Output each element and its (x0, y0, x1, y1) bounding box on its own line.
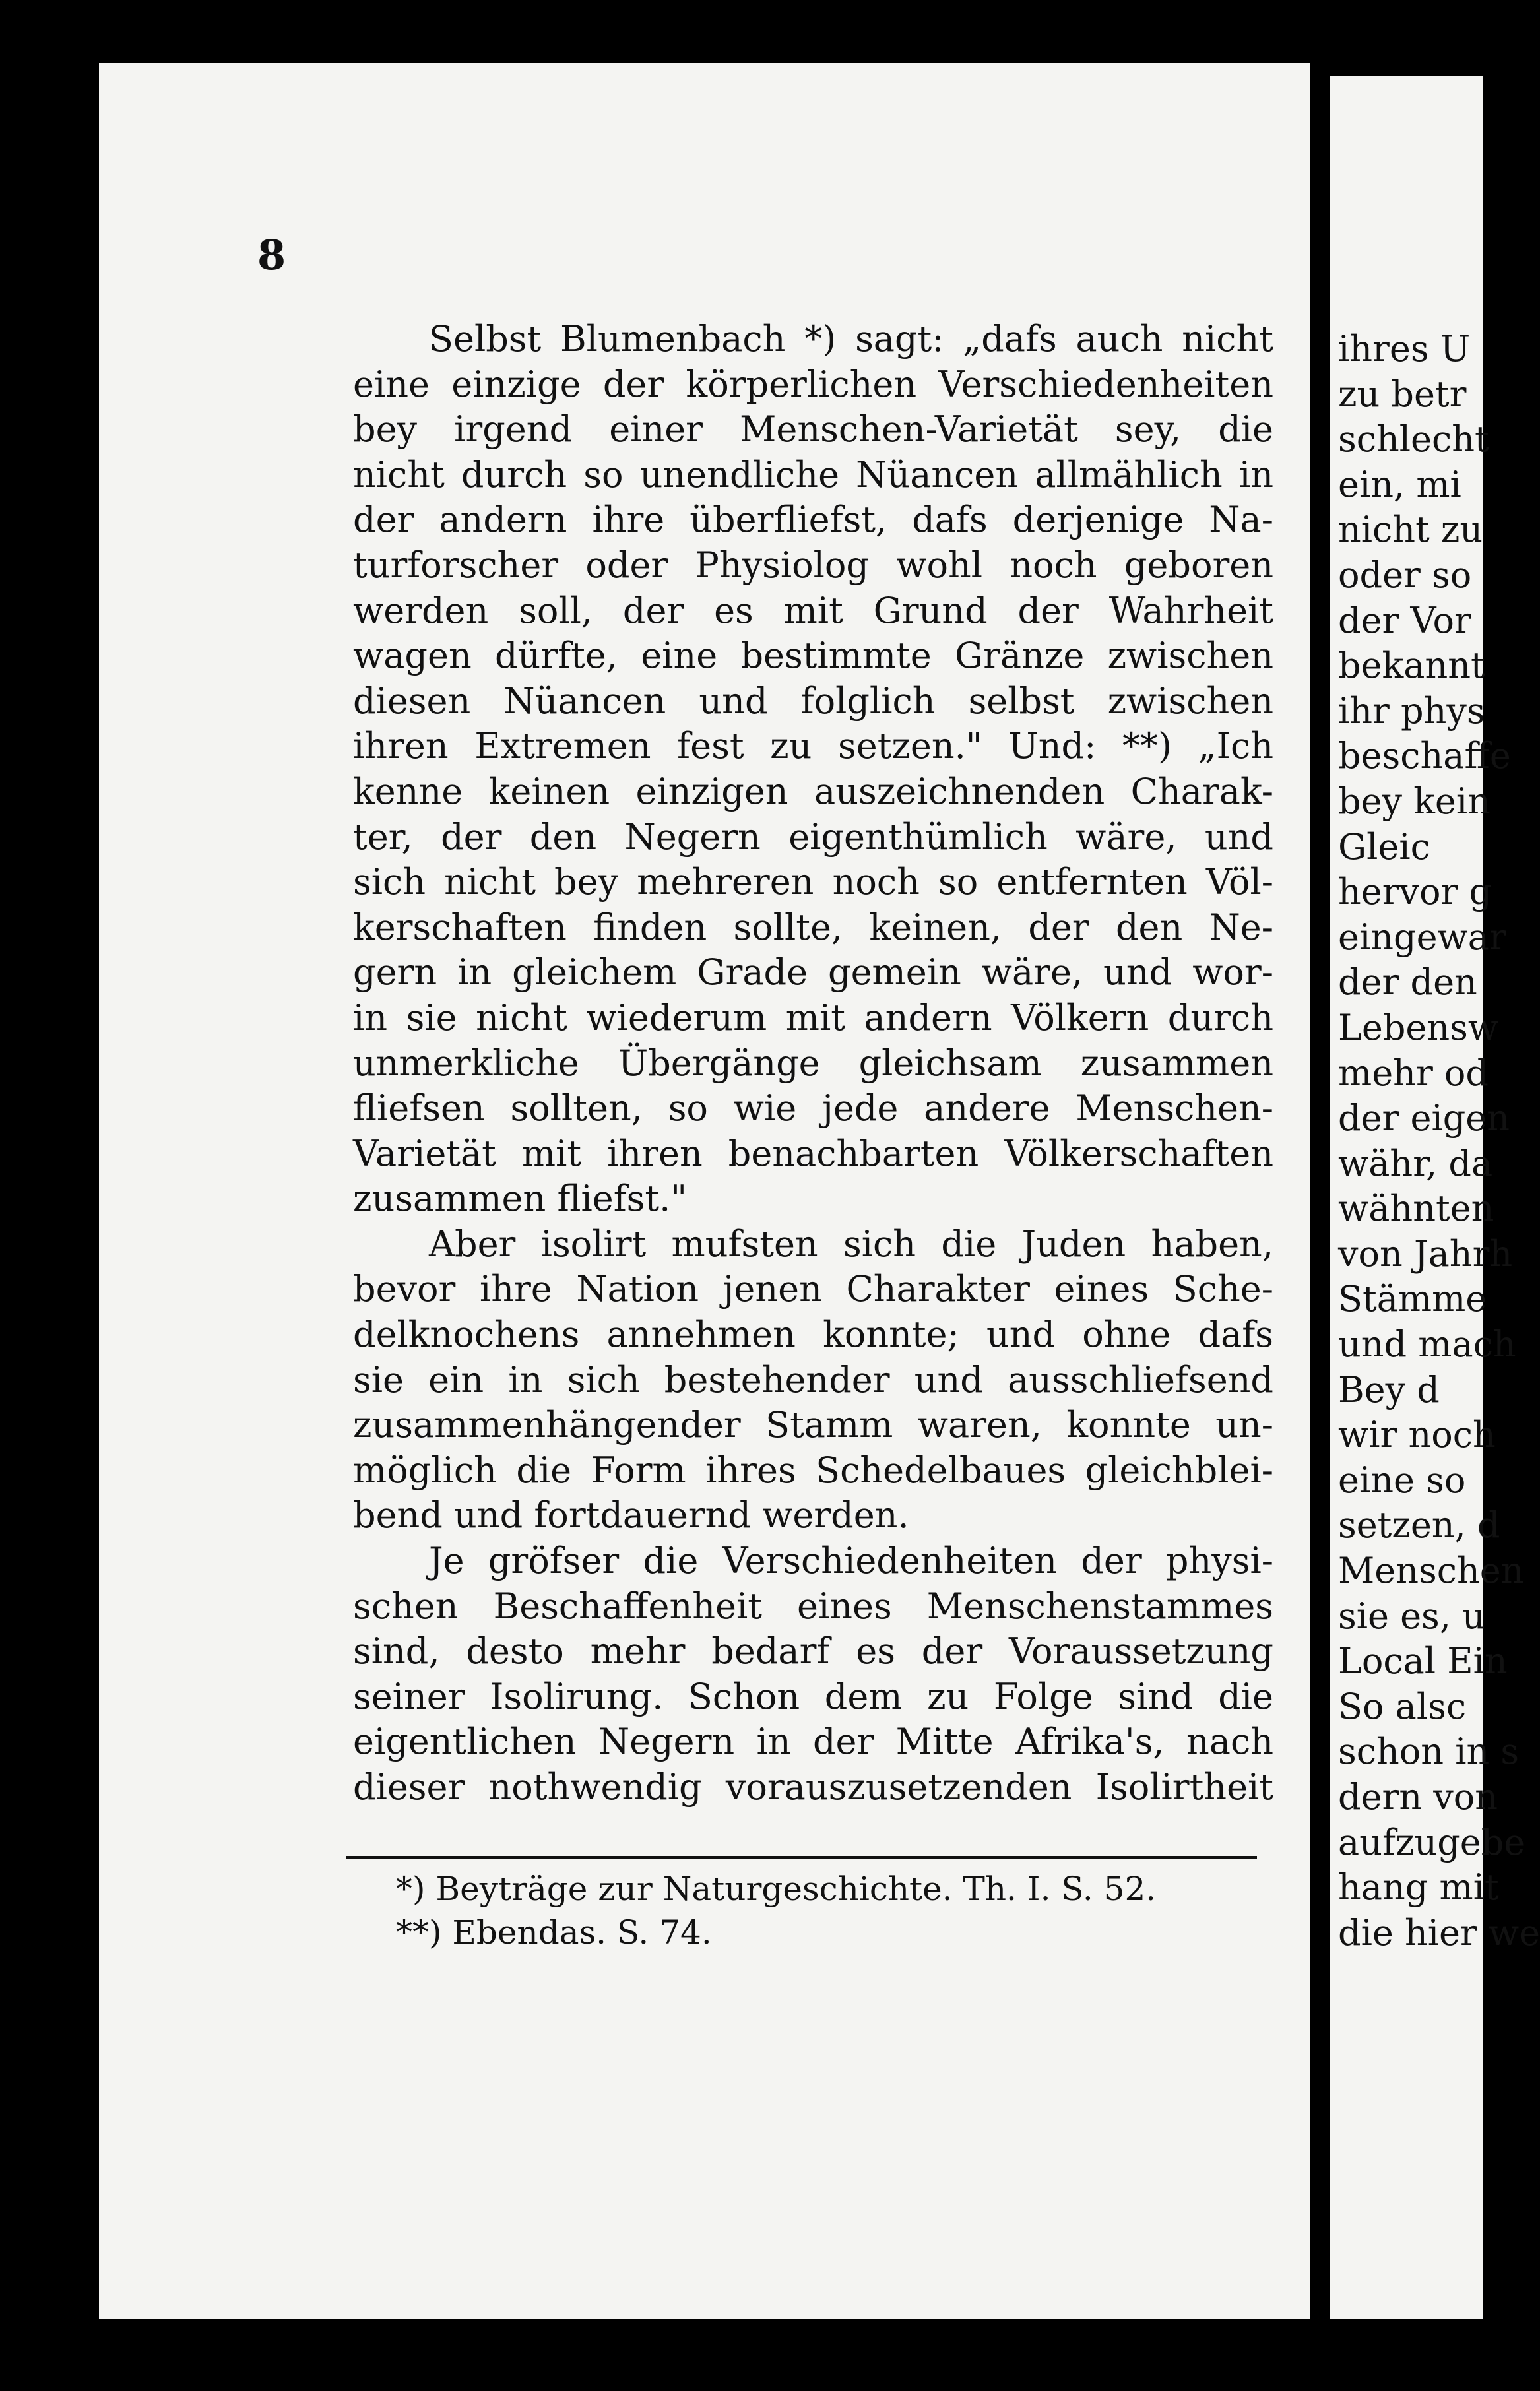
footnote-rule (346, 1856, 1257, 1859)
text-line: bevor ihre Nation jenen Charakter eines Sche- (353, 1268, 1273, 1310)
text-line: möglich die Form ihres Schedelbaues gleichblei- (353, 1449, 1273, 1491)
right-page-line: Lebensw (1338, 1006, 1499, 1048)
text-line: eigentlichen Negern in der Mitte Afrika's, nach (353, 1721, 1273, 1763)
right-page-line: setzen, d (1338, 1504, 1500, 1546)
right-page-line: Gleic (1338, 825, 1430, 868)
text-line: eine einzige der körperlichen Verschiedenheiten (353, 363, 1273, 405)
footnote: **) Ebendas. S. 74. (396, 1913, 712, 1952)
right-page-line: eine so (1338, 1459, 1466, 1501)
right-page-line: die hier we (1338, 1911, 1540, 1954)
text-line: bey irgend einer Menschen-Varietät sey, die (353, 408, 1273, 451)
right-page-line: aufzugebe (1338, 1821, 1525, 1863)
right-page-line: zu betr (1338, 373, 1467, 415)
text-line: fliefsen sollten, so wie jede andere Menschen- (353, 1087, 1273, 1130)
right-page-line: ein, mi (1338, 463, 1461, 505)
main-text-block (353, 317, 1273, 1810)
right-page-text (1338, 327, 1540, 1956)
right-page-line: hervor g (1338, 871, 1492, 913)
right-page-line: eingewar (1338, 916, 1506, 958)
page-number: 8 (257, 231, 286, 279)
text-line: bend und fortdauernd werden. (353, 1494, 909, 1537)
text-line: ihren Extremen fest zu setzen." Und: **) „Ich (353, 725, 1273, 767)
text-line: schen Beschaffenheit eines Menschenstammes (353, 1585, 1273, 1627)
text-line: werden soll, der es mit Grund der Wahrheit (353, 589, 1273, 631)
text-line: seiner Isolirung. Schon dem zu Folge sind die (353, 1675, 1273, 1717)
right-page-line: dern von (1338, 1776, 1498, 1818)
text-line: ter, der den Negern eigenthümlich wäre, und (353, 815, 1273, 858)
right-page-line: wir noch (1338, 1414, 1496, 1456)
right-page-line: mehr od (1338, 1052, 1489, 1094)
text-line: unmerkliche Übergänge gleichsam zusammen (353, 1042, 1273, 1084)
right-page-line: schlecht (1338, 418, 1489, 461)
right-page-line: ihres U (1338, 328, 1471, 369)
right-page-line: So alsc (1338, 1685, 1467, 1727)
text-line: sind, desto mehr bedarf es der Voraussetzung (353, 1630, 1273, 1673)
book-gutter (1310, 63, 1330, 2319)
text-line: wagen dürfte, eine bestimmte Gränze zwischen (353, 635, 1273, 677)
right-page-line: ihr phys (1338, 689, 1485, 732)
right-page-line: bekannt (1338, 645, 1485, 687)
text-line: zusammen fliefst." (353, 1178, 688, 1220)
text-line: nicht durch so unendliche Nüancen allmählich in (353, 453, 1273, 495)
right-page-line: Local Ein (1338, 1640, 1508, 1682)
text-line: sich nicht bey mehreren noch so entfernten Völ- (353, 861, 1273, 903)
right-page-line: wähnten (1338, 1188, 1494, 1230)
right-page-line: von Jahrh (1338, 1232, 1513, 1275)
text-line: diesen Nüancen und folglich selbst zwischen (353, 680, 1273, 722)
text-line: delknochens annehmen konnte; und ohne dafs (353, 1314, 1273, 1356)
text-line: Aber isolirt mufsten sich die Juden haben, (429, 1223, 1273, 1265)
right-page-line: oder so (1338, 554, 1472, 596)
footnotes (396, 1867, 1254, 1954)
right-page-line: der eigen (1338, 1097, 1510, 1139)
right-page-line: schon in s (1338, 1731, 1520, 1773)
right-page-line: Menschen (1338, 1550, 1524, 1592)
text-line: turforscher oder Physiolog wohl noch geboren (353, 544, 1273, 586)
text-line: zusammenhängender Stamm waren, konnte un- (353, 1404, 1273, 1446)
right-page-line: hang mit (1338, 1866, 1499, 1909)
right-page-line: nicht zu (1338, 509, 1483, 551)
right-page-line: Bey d (1338, 1368, 1440, 1411)
text-line: Selbst Blumenbach *) sagt: „dafs auch nicht (429, 318, 1273, 360)
text-line: der andern ihre überfliefst, dafs derjenige Na- (353, 499, 1273, 541)
text-line: Varietät mit ihren benachbarten Völkerschaften (353, 1132, 1273, 1174)
right-page-line: und mach (1338, 1323, 1516, 1366)
text-line: sie ein in sich bestehender und ausschliefsend (353, 1358, 1273, 1401)
right-page-line: der den (1338, 961, 1477, 1004)
text-line: kenne keinen einzigen auszeichnenden Charak- (353, 770, 1273, 812)
text-line: dieser nothwendig vorauszusetzenden Isolirtheit (353, 1766, 1273, 1808)
right-page-line: währ, da (1338, 1142, 1493, 1184)
right-page-line: sie es, u (1338, 1595, 1485, 1637)
footnote: *) Beyträge zur Naturgeschichte. Th. I. S. 52. (396, 1870, 1157, 1908)
text-line: gern in gleichem Grade gemein wäre, und wor- (353, 951, 1273, 994)
right-page-line: Stämme (1338, 1278, 1487, 1320)
right-page-line: der Vor (1338, 599, 1471, 641)
right-page-line: bey kein (1338, 780, 1491, 822)
right-page-line: beschaffe (1338, 735, 1511, 777)
text-line: Je gröfser die Verschiedenheiten der physi- (429, 1540, 1273, 1582)
text-line: in sie nicht wiederum mit andern Völkern durch (353, 996, 1273, 1038)
text-line: kerschaften finden sollte, keinen, der den Ne- (353, 906, 1273, 948)
